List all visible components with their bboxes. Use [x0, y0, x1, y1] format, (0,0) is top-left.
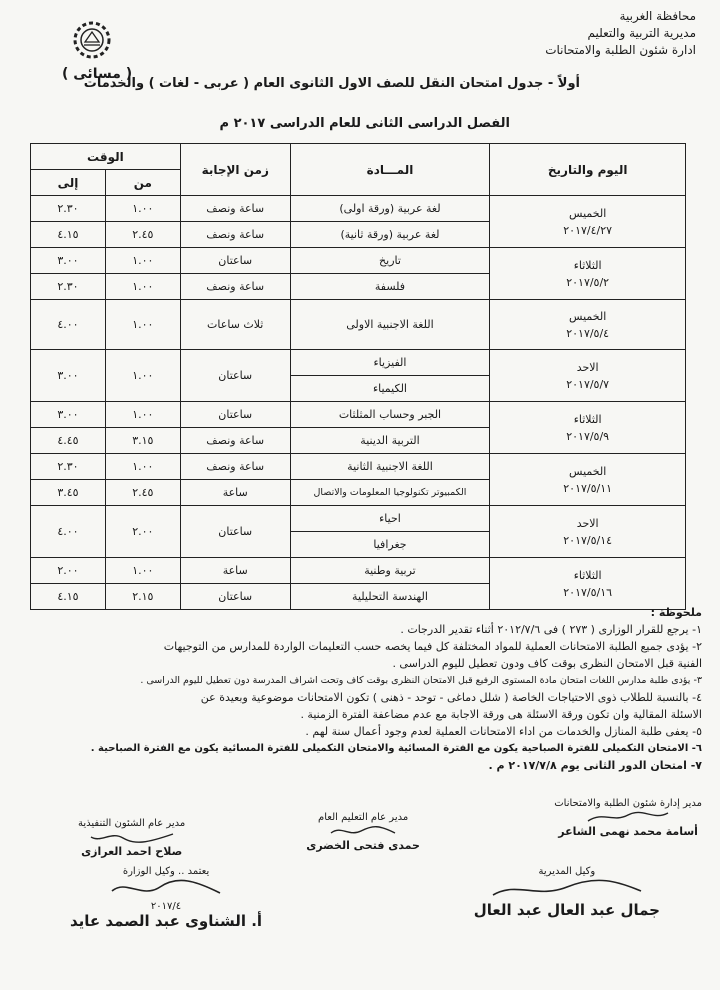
table-row	[31, 558, 686, 584]
day-date-cell	[490, 300, 686, 350]
day-name: الثلاثاء	[573, 258, 602, 272]
note-item: ٥- يعفى طلبة المنازل والخدمات من اداء الامتحانات العملية لعدم وجود أعمال سنة لهم .	[305, 725, 702, 738]
signatory-name: أ. الشناوى عبد الصمد عايد	[70, 912, 263, 930]
from-cell: ١.٠٠	[105, 558, 180, 584]
to-cell: ٢.٣٠	[31, 196, 106, 222]
table-row	[31, 248, 686, 274]
table-row	[31, 300, 686, 350]
signature-scribble	[106, 877, 226, 901]
from-cell: ٢.٠٠	[105, 506, 180, 558]
governorate: محافظة الغربية	[619, 9, 696, 23]
signature-approve	[70, 866, 262, 930]
administration: ادارة شئون الطلبة والامتحانات	[545, 43, 696, 57]
subject-cell: تاريخ	[290, 248, 490, 274]
duration-cell: ساعة ونصف	[180, 222, 290, 248]
header-day-date: اليوم والتاريخ	[490, 144, 686, 196]
signatory-title: مدير عام التعليم العام	[318, 812, 409, 823]
day-name: الثلاثاء	[573, 412, 602, 426]
exam-date: ٢٠١٧/٥/٤	[566, 326, 610, 340]
from-cell: ١.٠٠	[105, 196, 180, 222]
to-cell: ٣.٠٠	[31, 248, 106, 274]
duration-cell: ساعة ونصف	[180, 274, 290, 300]
from-cell: ١.٠٠	[105, 454, 180, 480]
day-name: الثلاثاء	[573, 568, 602, 582]
note-item: ٣- يؤدى طلبة مدارس اللغات امتحان مادة المستوى الرفيع قبل الامتحان النظرى بوقت كاف وتحت اشراف المدرسة دون تعطيل لليوم الدراسى .	[140, 675, 702, 686]
subject-cell: الهندسة التحليلية	[290, 584, 490, 610]
note-item: ٧- امتحان الدور الثانى يوم ٢٠١٧/٧/٨ م .	[488, 759, 702, 772]
day-name: الخميس	[569, 309, 607, 323]
subject-cell: الكيمياء	[290, 376, 490, 402]
signature-dir-affairs	[554, 798, 702, 838]
table-row	[31, 350, 686, 376]
header-to: إلى	[31, 170, 106, 196]
to-cell: ٤.١٥	[31, 222, 106, 248]
to-cell: ٣.٤٥	[31, 480, 106, 506]
note-item: الاسئلة المقالية وان تكون ورقة الاسئلة هى ورقة الاجابة مع عدم مضاعفة الفترة الزمنية .	[300, 708, 702, 721]
from-cell: ١.٠٠	[105, 402, 180, 428]
table-row	[31, 454, 686, 480]
from-cell: ١.٠٠	[105, 248, 180, 274]
exam-date: ٢٠١٧/٤/٢٧	[563, 223, 613, 237]
from-cell: ١.٠٠	[105, 350, 180, 402]
day-date-cell	[490, 350, 686, 402]
day-date-cell	[490, 558, 686, 610]
signature-scribble	[583, 809, 673, 825]
signature-scribble	[487, 877, 647, 901]
duration-cell: ساعة ونصف	[180, 196, 290, 222]
duration-cell: ساعة	[180, 558, 290, 584]
duration-cell: ساعتان	[180, 506, 290, 558]
signatory-name: جمال عبد العال عبد العال	[473, 901, 660, 919]
day-name: الاحد	[576, 360, 599, 374]
semester-subtitle: الفصل الدراسى الثانى للعام الدراسى ٢٠١٧ م	[219, 116, 510, 131]
note-item: ١- يرجع للقرار الوزارى ( ٢٧٣ ) فى ٢٠١٢/٧/٦ أثناء تقدير الدرجات .	[400, 623, 702, 636]
subject-cell: التربية الدينية	[290, 428, 490, 454]
note-item: ٤- بالنسبة للطلاب ذوى الاحتياجات الخاصة ( شلل دماغى - توحد - ذهنى ) تكون الامتحانات موضوعية وبعيدة عن	[200, 691, 702, 704]
exam-schedule-table	[30, 143, 686, 610]
signatory-name: حمدى فتحى الخضرى	[306, 839, 420, 852]
signature-exec-affairs	[78, 818, 185, 858]
exam-date: ٢٠١٧/٥/٢	[566, 275, 610, 289]
subject-cell: اللغة الاجنبية الاولى	[290, 300, 490, 350]
to-cell: ٤.٠٠	[31, 506, 106, 558]
signatory-title: وكيل المديرية	[538, 866, 596, 877]
subject-cell: الفيزياء	[290, 350, 490, 376]
header-duration: زمن الإجابة	[180, 144, 290, 196]
exam-date: ٢٠١٧/٥/١١	[563, 481, 613, 495]
duration-cell: ساعتان	[180, 350, 290, 402]
subject-cell: الجبر وحساب المثلثات	[290, 402, 490, 428]
to-cell: ٢.٣٠	[31, 274, 106, 300]
duration-cell: ساعتان	[180, 402, 290, 428]
header-from: من	[105, 170, 180, 196]
to-cell: ٣.٠٠	[31, 402, 106, 428]
table-row	[31, 402, 686, 428]
issuer-header	[545, 8, 696, 59]
to-cell: ٢.٣٠	[31, 454, 106, 480]
day-date-cell	[490, 506, 686, 558]
day-name: الخميس	[569, 464, 607, 478]
to-cell: ٤.٠٠	[31, 300, 106, 350]
signature-scribble	[323, 823, 403, 839]
subject-cell: لغة عربية (ورقة اولى)	[290, 196, 490, 222]
session-label: ( مسائى )	[62, 66, 133, 82]
table-row	[31, 196, 686, 222]
day-date-cell	[490, 248, 686, 300]
to-cell: ٤.٤٥	[31, 428, 106, 454]
exam-date: ٢٠١٧/٥/٩	[566, 429, 610, 443]
to-cell: ٤.١٥	[31, 584, 106, 610]
subject-cell: الكمبيوتر تكنولوجيا المعلومات والاتصال	[290, 480, 490, 506]
signature-scribble	[87, 829, 177, 845]
to-cell: ٣.٠٠	[31, 350, 106, 402]
signatory-title: مدير عام الشئون التنفيذية	[78, 818, 186, 829]
subject-cell: جغرافيا	[290, 532, 490, 558]
duration-cell: ساعة ونصف	[180, 428, 290, 454]
from-cell: ١.٠٠	[105, 274, 180, 300]
subject-cell: فلسفة	[290, 274, 490, 300]
from-cell: ٣.١٥	[105, 428, 180, 454]
approval-date: ٢٠١٧/٤	[150, 901, 182, 912]
subject-cell: احياء	[290, 506, 490, 532]
header-subject: المـــادة	[290, 144, 490, 196]
signature-gen-edu	[306, 812, 420, 852]
notes-title: ملحوظة :	[650, 606, 702, 619]
header-time: الوقت	[31, 144, 181, 170]
duration-cell: ساعة ونصف	[180, 454, 290, 480]
duration-cell: ساعتان	[180, 584, 290, 610]
signatory-title: مدير إدارة شئون الطلبة والامتحانات	[554, 798, 702, 809]
from-cell: ١.٠٠	[105, 300, 180, 350]
duration-cell: ثلاث ساعات	[180, 300, 290, 350]
gear-emblem-icon	[70, 18, 114, 62]
table-header-row	[31, 144, 686, 170]
duration-cell: ساعتان	[180, 248, 290, 274]
subject-cell: اللغة الاجنبية الثانية	[290, 454, 490, 480]
notes-section	[12, 604, 702, 774]
day-date-cell	[490, 402, 686, 454]
directorate: مديرية التربية والتعليم	[587, 26, 696, 40]
note-item: ٢- يؤدى جميع الطلبة الامتحانات العملية للمواد المختلفة كل فيما يخصه حسب التعليمات الواردة للمدارس من التوجيهات	[163, 640, 702, 653]
table-row	[31, 506, 686, 532]
duration-cell: ساعة	[180, 480, 290, 506]
day-date-cell	[490, 454, 686, 506]
note-item: الفنية قبل الامتحان النظرى بوقت كاف ودون تعطيل لليوم الدراسى .	[392, 657, 702, 670]
schedule-title: أولاً - جدول امتحان النقل للصف الاول الثانوى العام ( عربى - لغات ) والخدمات	[83, 76, 580, 91]
signatory-name: صلاح احمد العرازى	[81, 845, 183, 858]
to-cell: ٢.٠٠	[31, 558, 106, 584]
day-name: الخميس	[569, 206, 607, 220]
exam-date: ٢٠١٧/٥/٧	[566, 377, 610, 391]
signature-deputy	[474, 866, 660, 919]
from-cell: ٢.٤٥	[105, 480, 180, 506]
exam-date: ٢٠١٧/٥/١٦	[563, 585, 613, 599]
day-name: الاحد	[576, 516, 599, 530]
subject-cell: تربية وطنية	[290, 558, 490, 584]
note-item: ٦- الامتحان التكميلى للفترة الصباحية يكون مع الفترة المسائية والامتحان التكميلى للفترة المسائية يكون مع الفترة الصباحية .	[90, 743, 702, 754]
from-cell: ٢.١٥	[105, 584, 180, 610]
subject-cell: لغة عربية (ورقة ثانية)	[290, 222, 490, 248]
day-date-cell	[490, 196, 686, 248]
signatory-title: يعتمد .. وكيل الوزارة	[122, 866, 210, 877]
exam-date: ٢٠١٧/٥/١٤	[563, 533, 613, 547]
from-cell: ٢.٤٥	[105, 222, 180, 248]
signatory-name: أسامة محمد نهمى الشاعر	[558, 825, 698, 838]
